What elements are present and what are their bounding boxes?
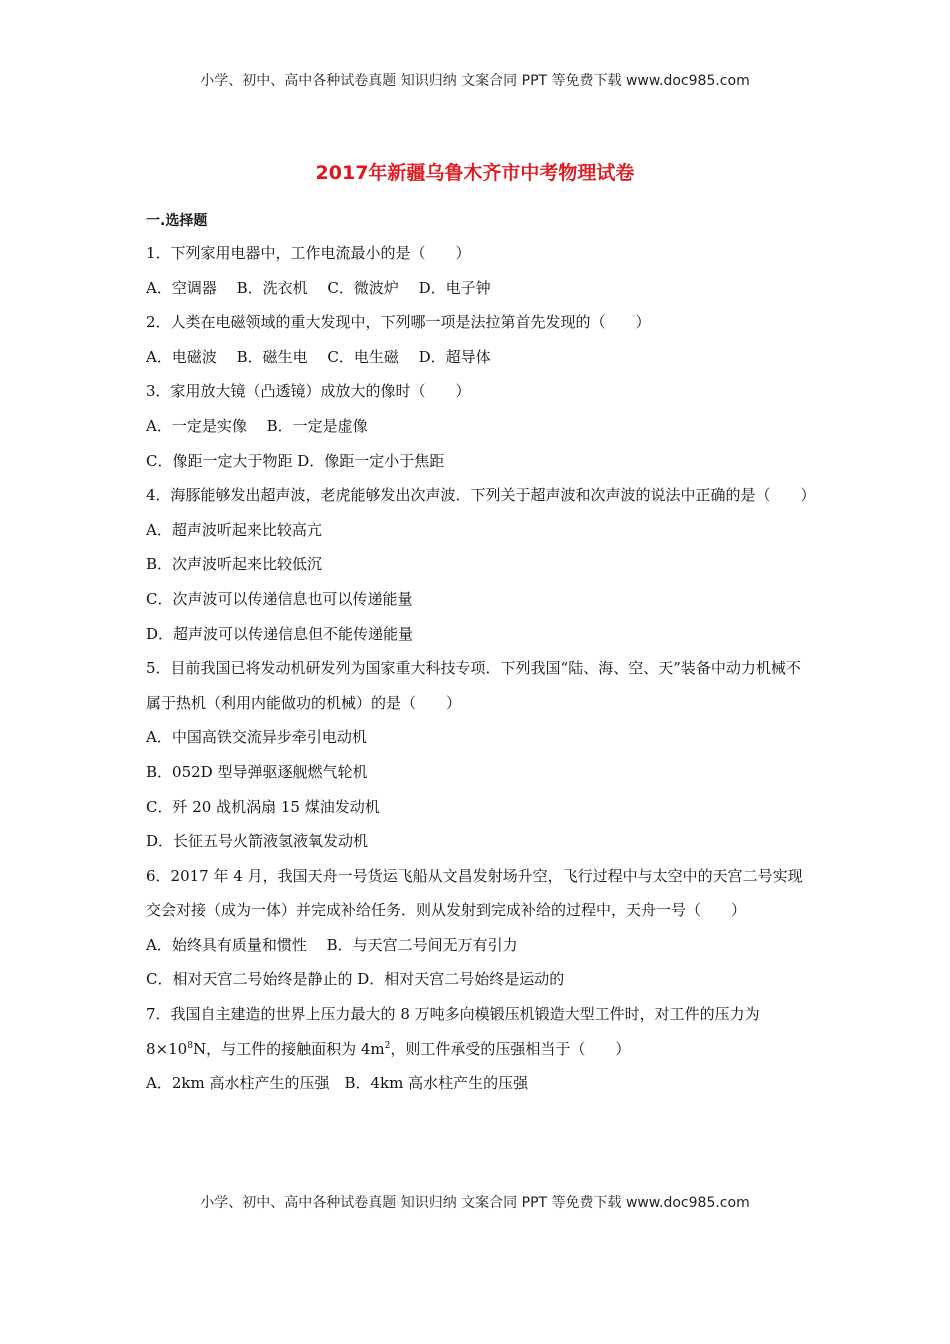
question-option: B．次声波听起来比较低沉: [146, 555, 323, 574]
question-stem: [146, 997, 810, 1066]
question-option: C．次声波可以传递信息也可以传递能量: [146, 589, 413, 608]
question-option: A．2km 高水柱产生的压强 B．4km 高水柱产生的压强: [146, 1074, 529, 1093]
question-stem: 2．人类在电磁领域的重大发现中，下列哪一项是法拉第首先发现的（ ）: [146, 313, 651, 332]
question-option: A．始终具有质量和惯性 B．与天宫二号间无万有引力: [146, 935, 518, 954]
page-title: 2017年新疆乌鲁木齐市中考物理试卷: [315, 162, 635, 184]
question-option: C．相对天宫二号始终是静止的 D．相对天宫二号始终是运动的: [146, 970, 565, 989]
question-option: A．超声波听起来比较高亢: [146, 520, 322, 539]
question-option: A．一定是实像 B．一定是虚像: [146, 416, 368, 435]
question-stem: 6．2017 年 4 月，我国天舟一号货运飞船从文昌发射场升空，飞行过程中与太空中的天宫二号实现交会对接（成为一体）并完成补给任务．则从发射到完成补给的过程中，天舟一号（ ）: [146, 866, 803, 920]
q7-stem-c: ，则工件承受的压强相当于（ ）: [390, 1039, 631, 1058]
q7-exponent-1: 8: [187, 1040, 193, 1051]
section-heading: 一.选择题: [146, 213, 208, 229]
q7-exponent-2: 2: [384, 1040, 391, 1051]
question-option: A．电磁波 B．磁生电 C．电生磁 D．超导体: [146, 347, 491, 366]
question-option: A．空调器 B．洗衣机 C．微波炉 D．电子钟: [146, 278, 491, 297]
question-stem: 3．家用放大镜（凸透镜）成放大的像时（ ）: [146, 382, 471, 401]
page-header: 小学、初中、高中各种试卷真题 知识归纳 文案合同 PPT 等免费下载 www.doc985.com: [200, 73, 750, 89]
question-option: D．超声波可以传递信息但不能传递能量: [146, 624, 414, 643]
question-stem: 1．下列家用电器中，工作电流最小的是（ ）: [146, 244, 471, 262]
question-option: B．052D 型导弹驱逐舰燃气轮机: [146, 762, 368, 781]
q7-stem-a: 7．我国自主建造的世界上压力最大的 8 万吨多向模锻压机锻造大型工件时，对工件的压力为 8×10: [146, 1005, 760, 1058]
question-option: C．像距一定大于物距 D．像距一定小于焦距: [146, 451, 445, 470]
question-option: D．长征五号火箭液氢液氧发动机: [146, 832, 369, 851]
question-stem: 5．目前我国已将发动机研发列为国家重大科技专项．下列我国“陆、海、空、天”装备中动力机械不属于热机（利用内能做功的机械）的是（ ）: [146, 659, 801, 712]
question-option: A．中国高铁交流异步牵引电动机: [146, 728, 367, 747]
question-option: C．歼 20 战机涡扇 15 煤油发动机: [146, 797, 380, 816]
question-list: [146, 236, 816, 1101]
question-stem: 4．海豚能够发出超声波，老虎能够发出次声波．下列关于超声波和次声波的说法中正确的是（ ）: [146, 486, 816, 505]
page-footer: 小学、初中、高中各种试卷真题 知识归纳 文案合同 PPT 等免费下载 www.doc985.com: [200, 1195, 750, 1211]
q7-stem-b: N，与工件的接触面积为 4m: [192, 1039, 385, 1058]
